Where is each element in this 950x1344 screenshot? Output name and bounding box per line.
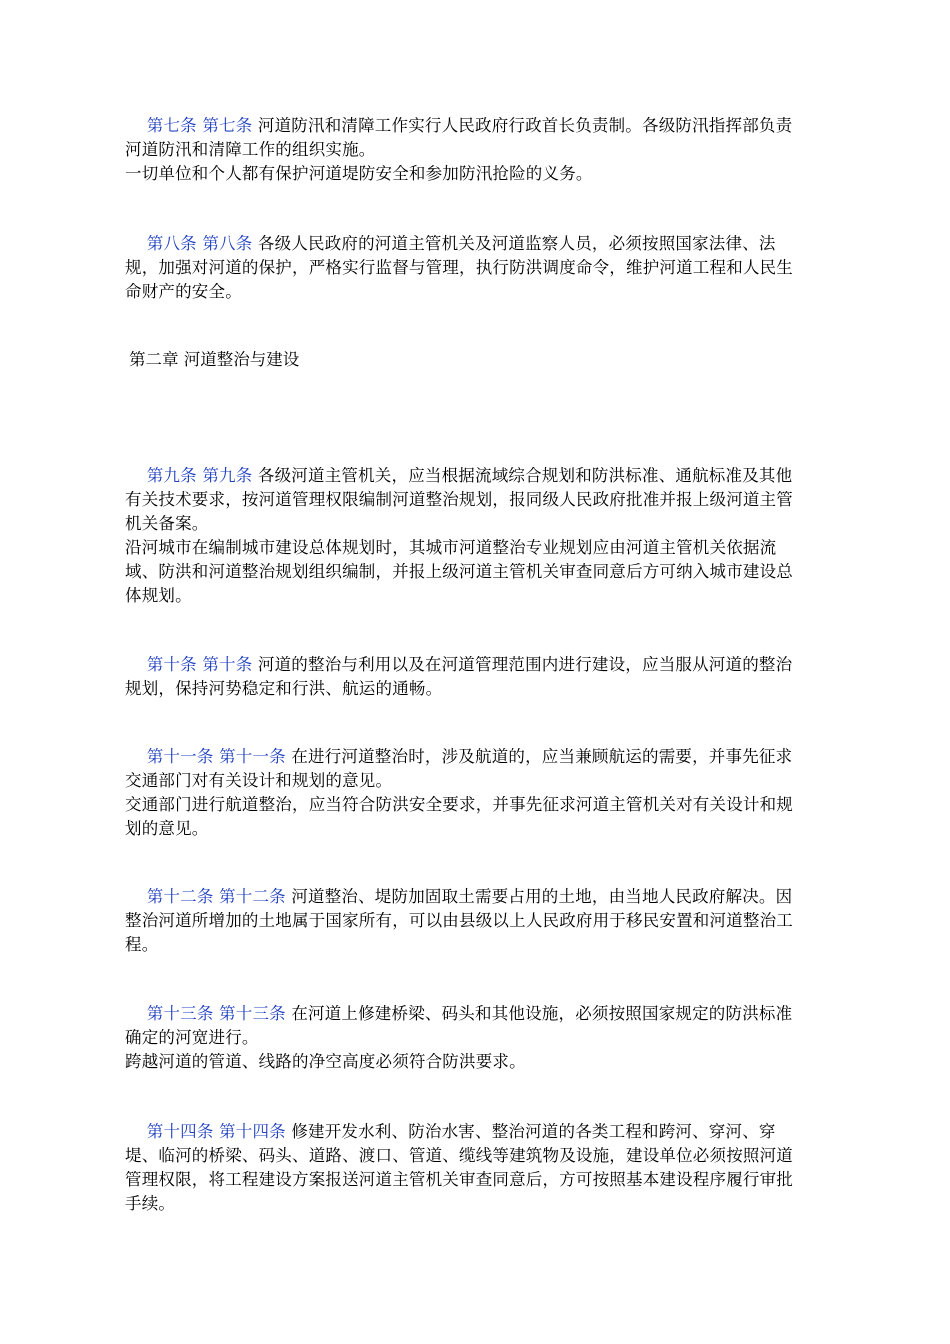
article-8-link[interactable]: 第八条 xyxy=(202,234,253,253)
article-9-line-2: 有关技术要求，按河道管理权限编制河道整治规划，报同级人民政府批准并报上级河道主管 xyxy=(125,490,793,509)
article-14-link[interactable]: 第十四条 xyxy=(219,1122,286,1141)
article-14-line-1: 第十四条 第十四条 修建开发水利、防治水害、整治河道的各类工程和跨河、穿河、穿 xyxy=(146,1122,776,1141)
article-14-line-4: 手续。 xyxy=(125,1194,176,1213)
article-7-line-2: 河道防汛和清障工作的组织实施。 xyxy=(125,140,376,159)
article-8-line-1: 第八条 第八条 各级人民政府的河道主管机关及河道监察人员，必须按照国家法律、法 xyxy=(146,234,776,253)
article-8-line-3: 命财产的安全。 xyxy=(125,282,242,301)
article-9-link[interactable]: 第九条 xyxy=(202,466,253,485)
article-9-line-1: 第九条 第九条 各级河道主管机关，应当根据流域综合规划和防洪标准、通航标准及其他 xyxy=(146,466,793,485)
article-10-line-2: 规划，保持河势稳定和行洪、航运的通畅。 xyxy=(125,679,443,698)
article-12-link[interactable]: 第十二条 xyxy=(219,887,286,906)
article-8-label: 第八条 xyxy=(146,234,197,253)
chapter-heading: 第二章 河道整治与建设 xyxy=(129,350,300,369)
article-13-line-3: 跨越河道的管道、线路的净空高度必须符合防洪要求。 xyxy=(125,1052,526,1071)
article-7-line-3: 一切单位和个人都有保护河道堤防安全和参加防汛抢险的义务。 xyxy=(125,164,593,183)
article-13-line-1: 第十三条 第十三条 在河道上修建桥梁、码头和其他设施，必须按照国家规定的防洪标准 xyxy=(146,1004,793,1023)
article-10-link[interactable]: 第十条 xyxy=(202,655,253,674)
article-13-line-2: 确定的河宽进行。 xyxy=(125,1028,259,1047)
article-9-line-5: 域、防洪和河道整治规划组织编制，并报上级河道主管机关审查同意后方可纳入城市建设总 xyxy=(125,562,793,581)
article-8-line-2: 规，加强对河道的保护，严格实行监督与管理，执行防洪调度命令，维护河道工程和人民生 xyxy=(125,258,793,277)
article-7-link[interactable]: 第七条 xyxy=(202,116,253,135)
article-12-label: 第十二条 xyxy=(146,887,214,906)
article-14-line-3: 管理权限，将工程建设方案报送河道主管机关审查同意后，方可按照基本建设程序履行审批 xyxy=(125,1170,793,1189)
article-11-line-1: 第十一条 第十一条 在进行河道整治时，涉及航道的，应当兼顾航运的需要，并事先征求 xyxy=(146,747,793,766)
article-9-label: 第九条 xyxy=(146,466,197,485)
article-12-line-2: 整治河道所增加的土地属于国家所有，可以由县级以上人民政府用于移民安置和河道整治工 xyxy=(125,911,793,930)
article-7-label: 第七条 xyxy=(146,116,197,135)
article-7-line-1: 第七条 第七条 河道防汛和清障工作实行人民政府行政首长负责制。各级防汛指挥部负责 xyxy=(146,116,793,135)
article-10-line-1: 第十条 第十条 河道的整治与利用以及在河道管理范围内进行建设，应当服从河道的整治 xyxy=(146,655,793,674)
article-13-label: 第十三条 xyxy=(146,1004,214,1023)
article-11-link[interactable]: 第十一条 xyxy=(219,747,286,766)
article-14-line-2: 堤、临河的桥梁、码头、道路、渡口、管道、缆线等建筑物及设施，建设单位必须按照河道 xyxy=(125,1146,793,1165)
article-9-line-4: 沿河城市在编制城市建设总体规划时，其城市河道整治专业规划应由河道主管机关依据流 xyxy=(125,538,777,557)
article-11-line-4: 划的意见。 xyxy=(125,819,209,838)
article-9-line-6: 体规划。 xyxy=(125,586,192,605)
article-12-line-3: 程。 xyxy=(125,935,159,954)
article-11-line-2: 交通部门对有关设计和规划的意见。 xyxy=(125,771,393,790)
article-9-line-3: 机关备案。 xyxy=(125,514,209,533)
article-11-line-3: 交通部门进行航道整治，应当符合防洪安全要求，并事先征求河道主管机关对有关设计和规 xyxy=(125,795,793,814)
article-14-label: 第十四条 xyxy=(146,1122,214,1141)
article-13-link[interactable]: 第十三条 xyxy=(219,1004,286,1023)
article-11-label: 第十一条 xyxy=(146,747,214,766)
article-12-line-1: 第十二条 第十二条 河道整治、堤防加固取土需要占用的土地，由当地人民政府解决。因 xyxy=(146,887,793,906)
article-10-label: 第十条 xyxy=(146,655,197,674)
